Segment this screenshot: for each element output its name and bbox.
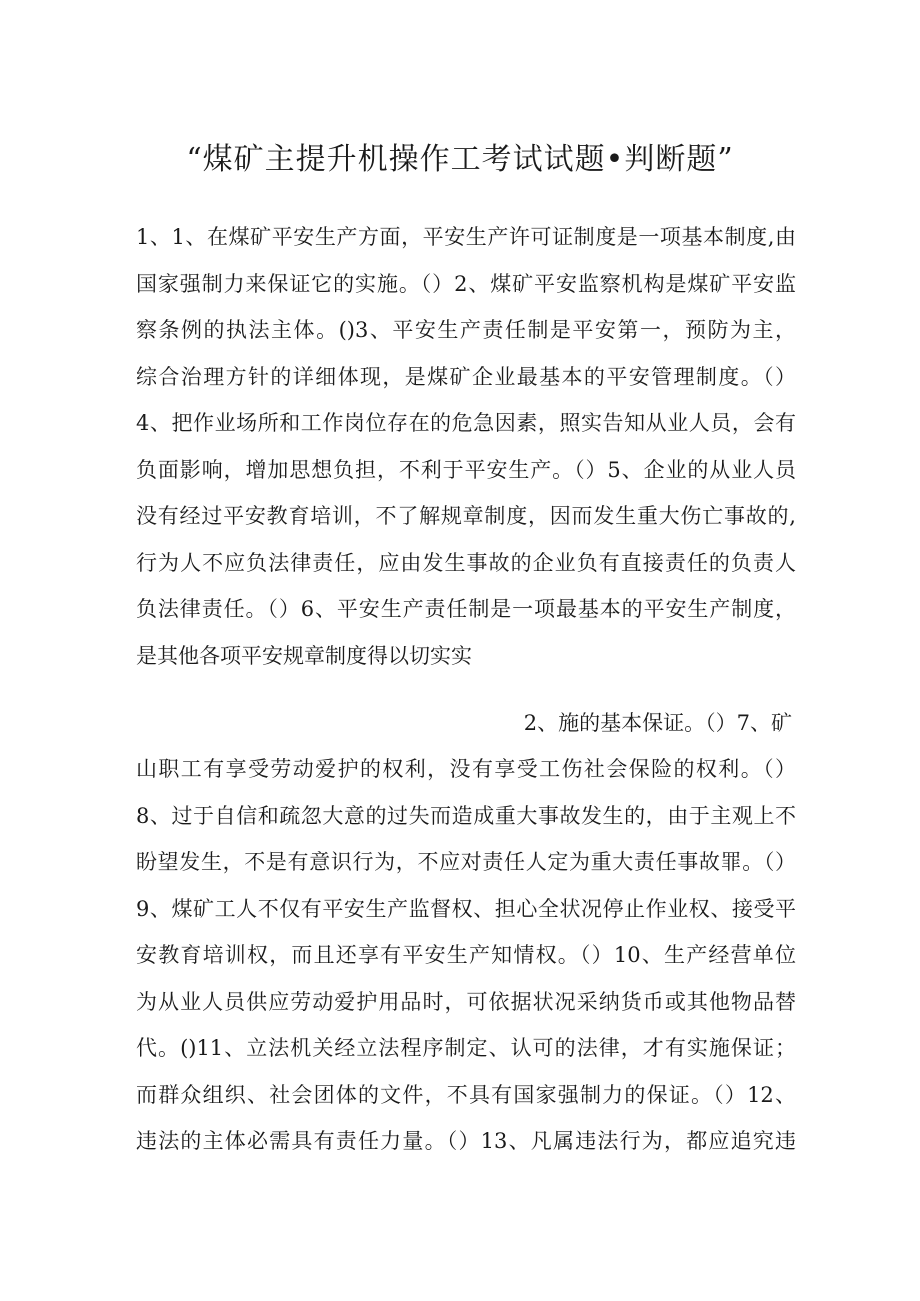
text-line: 1、1、在煤矿平安生产方面，平安生产许可证制度是一项基本制度,由 [136,225,796,249]
question-text-block-2 [136,746,796,1165]
text-line: 综合治理方针的详细体现，是煤矿企业最基本的平安管理制度。（） [136,364,796,389]
text-line: 代。()11、立法机关经立法程序制定、认可的法律，才有实施保证； [136,1036,796,1060]
text-line: 是其他各项平安规章制度得以切实实 [136,643,472,668]
text-line: 8、过于自信和疏忽大意的过失而造成重大事故发生的，由于主观上不 [136,803,796,828]
text-line: 负法律责任。（）6、平安生产责任制是一项最基本的平安生产制度， [136,597,796,621]
text-line: 而群众组织、社会团体的文件，不具有国家强制力的保证。（）12、 [136,1082,796,1107]
text-line: 为从业人员供应劳动爱护用品时，可依据状况采纳货币或其他物品替 [136,989,796,1014]
text-line: 行为人不应负法律责任，应由发生事故的企业负有直接责任的负责人 [136,550,796,575]
text-line: 没有经过平安教育培训，不了解规章制度，因而发生重大伤亡事故的, [136,504,796,528]
document-title: “煤矿主提升机操作工考试试题•判断题” [186,142,734,177]
text-line: 9、煤矿工人不仅有平安生产监督权、担心全状况停止作业权、接受平 [136,896,796,921]
text-line: 安教育培训权，而且还享有平安生产知情权。（）10、生产经营单位 [136,943,796,967]
question-text-block-1 [136,214,796,679]
text-line: 违法的主体必需具有责任力量。（）13、凡属违法行为，都应追究违 [136,1129,796,1153]
text-line: 国家强制力来保证它的实施。（）2、煤矿平安监察机构是煤矿平安监 [136,271,796,296]
text-line: 山职工有享受劳动爱护的权利，没有享受工伤社会保险的权利。（） [136,757,796,781]
text-line: 盼望发生，不是有意识行为，不应对责任人定为重大责任事故罪。（） [136,850,796,874]
text-line: 负面影响，增加思想负担，不利于平安生产。（）5、企业的从业人员 [136,457,796,482]
right-aligned-line: 2、施的基本保证。（）7、矿 [523,711,792,735]
text-line: 4、把作业场所和工作岗位存在的危急因素，照实告知从业人员，会有 [136,411,796,435]
text-line: 察条例的执法主体。()3、平安生产责任制是平安第一，预防为主， [136,318,796,342]
